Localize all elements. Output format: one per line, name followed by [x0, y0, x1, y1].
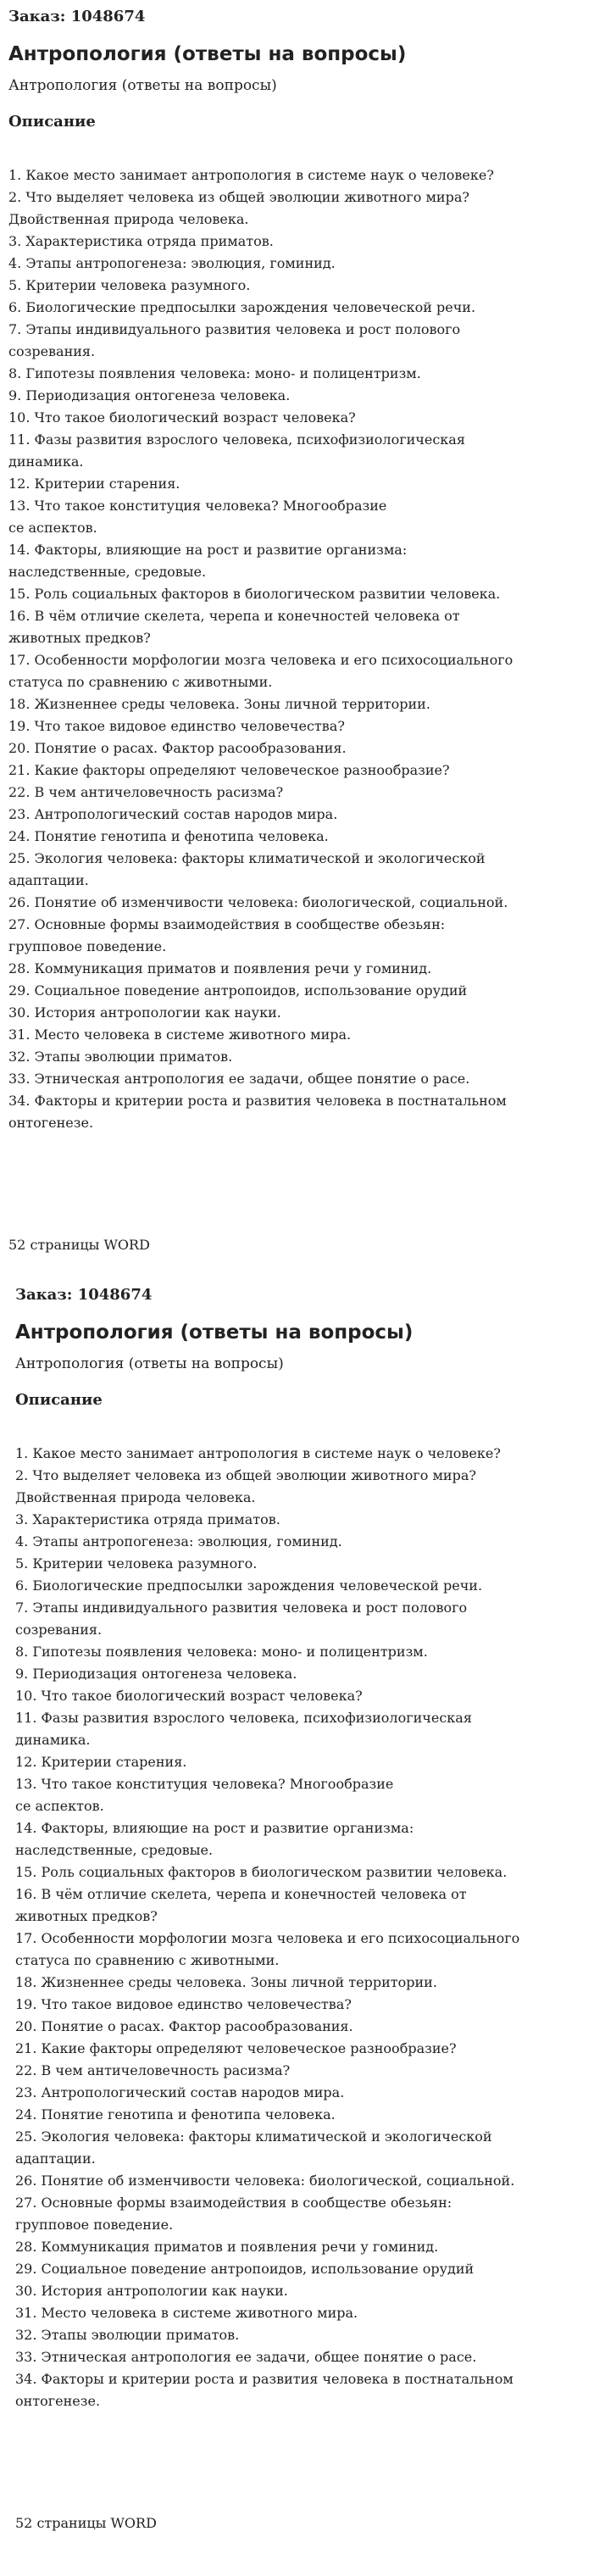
question-line: 1. Какое место занимает антропология в системе наук о человеке?	[8, 167, 494, 183]
question-line: 3. Характеристика отряда приматов.	[15, 1511, 280, 1527]
question-line: 7. Этапы индивидуального развития человека и рост полового	[8, 321, 461, 337]
question-line: 14. Факторы, влияющие на рост и развитие организма:	[15, 1820, 414, 1836]
question-line: 16. В чём отличие скелета, черепа и конечностей человека от	[15, 1886, 467, 1902]
question-line: 15. Роль социальных факторов в биологическом развитии человека.	[15, 1864, 508, 1880]
question-line: 32. Этапы эволюции приматов.	[15, 2327, 240, 2343]
question-line: 23. Антропологический состав народов мира.	[8, 806, 338, 822]
question-line: 23. Антропологический состав народов мира.	[15, 2084, 345, 2100]
question-line: 6. Биологические предпосылки зарождения человеческой речи.	[15, 1577, 483, 1594]
question-line: созревания.	[8, 343, 96, 359]
question-line: 5. Критерии человека разумного.	[15, 1555, 258, 1572]
question-line: се аспектов.	[8, 520, 97, 536]
question-line: 31. Место человека в системе животного мира.	[8, 1027, 352, 1043]
question-line: 13. Что такое конституция человека? Многообразие	[8, 498, 387, 514]
pages-info: 52 страницы WORD	[8, 1237, 150, 1253]
question-line: 29. Социальное поведение антропоидов, использование орудий	[8, 982, 468, 999]
question-line: 30. История антропологии как науки.	[15, 2283, 288, 2299]
order-subtitle: Антропология (ответы на вопросы)	[8, 77, 277, 94]
question-line: 24. Понятие генотипа и фенотипа человека.	[8, 828, 329, 844]
question-line: 14. Факторы, влияющие на рост и развитие организма:	[8, 542, 408, 558]
question-line: 34. Факторы и критерии роста и развития человека в постнатальном	[8, 1093, 507, 1109]
question-line: 29. Социальное поведение антропоидов, использование орудий	[15, 2261, 475, 2277]
question-line: 19. Что такое видовое единство человечества?	[8, 718, 345, 734]
question-line: Двойственная природа человека.	[15, 1489, 256, 1505]
question-line: 31. Место человека в системе животного мира.	[15, 2305, 358, 2321]
question-line: статуса по сравнению с животными.	[8, 674, 273, 690]
question-line: 34. Факторы и критерии роста и развития человека в постнатальном	[15, 2371, 514, 2387]
pages-info: 52 страницы WORD	[15, 2515, 157, 2531]
question-list	[15, 1443, 519, 2412]
question-line: онтогенезе.	[15, 2393, 101, 2409]
question-line: се аспектов.	[15, 1798, 104, 1814]
question-line: 28. Коммуникация приматов и появления речи у гоминид.	[8, 960, 432, 976]
question-line: 18. Жизненнее среды человека. Зоны личной территории.	[8, 696, 430, 712]
question-line: 12. Критерии старения.	[8, 476, 180, 492]
question-line: 13. Что такое конституция человека? Многообразие	[15, 1776, 394, 1792]
description-heading: Описание	[15, 1391, 103, 1409]
question-line: 2. Что выделяет человека из общей эволюции животного мира?	[8, 189, 469, 205]
question-line: 26. Понятие об изменчивости человека: биологической, социальной.	[8, 894, 508, 910]
question-line: 20. Понятие о расах. Фактор расообразования.	[8, 740, 347, 756]
question-line: групповое поведение.	[15, 2217, 174, 2233]
question-line: 3. Характеристика отряда приматов.	[8, 233, 274, 249]
question-line: 33. Этническая антропология ее задачи, общее понятие о расе.	[8, 1071, 470, 1087]
question-line: адаптации.	[15, 2150, 96, 2167]
question-line: 10. Что такое биологический возраст человека?	[8, 409, 356, 426]
question-line: 9. Периодизация онтогенеза человека.	[8, 387, 291, 403]
question-line: 8. Гипотезы появления человека: моно- и полицентризм.	[15, 1644, 428, 1660]
question-line: 15. Роль социальных факторов в биологическом развитии человека.	[8, 586, 501, 602]
question-line: созревания.	[15, 1622, 103, 1638]
question-line: 20. Понятие о расах. Фактор расообразования.	[15, 2018, 353, 2034]
question-line: 33. Этническая антропология ее задачи, общее понятие о расе.	[15, 2349, 477, 2365]
question-line: адаптации.	[8, 872, 89, 888]
question-line: 4. Этапы антропогенеза: эволюция, гоминид.	[15, 1533, 342, 1549]
question-line: 22. В чем античеловечность расизма?	[8, 784, 284, 800]
question-line: онтогенезе.	[8, 1115, 94, 1131]
question-line: 24. Понятие генотипа и фенотипа человека.	[15, 2106, 336, 2123]
order-title: Антропология (ответы на вопросы)	[15, 1321, 414, 1344]
question-line: 17. Особенности морфологии мозга человека и его психосоциального	[15, 1930, 520, 1946]
question-line: 7. Этапы индивидуального развития человека и рост полового	[15, 1600, 468, 1616]
description-heading: Описание	[8, 113, 96, 131]
question-line: 28. Коммуникация приматов и появления речи у гоминид.	[15, 2239, 439, 2255]
order-number: Заказ: 1048674	[8, 8, 146, 25]
question-line: статуса по сравнению с животными.	[15, 1952, 280, 1968]
question-line: 8. Гипотезы появления человека: моно- и полицентризм.	[8, 365, 421, 381]
question-line: 9. Периодизация онтогенеза человека.	[15, 1666, 297, 1682]
order-number: Заказ: 1048674	[15, 1286, 153, 1304]
question-line: 5. Критерии человека разумного.	[8, 277, 251, 293]
question-line: 26. Понятие об изменчивости человека: биологической, социальной.	[15, 2173, 515, 2189]
question-line: животных предков?	[8, 630, 151, 646]
question-line: наследственные, средовые.	[8, 564, 207, 580]
order-title: Антропология (ответы на вопросы)	[8, 43, 407, 65]
question-line: 30. История антропологии как науки.	[8, 1004, 281, 1021]
question-line: 27. Основные формы взаимодействия в сообществе обезьян:	[15, 2195, 452, 2211]
question-line: 12. Критерии старения.	[15, 1754, 187, 1770]
order-subtitle: Антропология (ответы на вопросы)	[15, 1355, 284, 1372]
question-line: 11. Фазы развития взрослого человека, психофизиологическая	[15, 1710, 472, 1726]
question-line: групповое поведение.	[8, 938, 167, 954]
question-line: 17. Особенности морфологии мозга человека и его психосоциального	[8, 652, 514, 668]
question-line: 19. Что такое видовое единство человечества?	[15, 1996, 352, 2012]
question-line: динамика.	[8, 453, 84, 470]
question-line: 1. Какое место занимает антропология в системе наук о человеке?	[15, 1445, 501, 1461]
question-line: 22. В чем античеловечность расизма?	[15, 2062, 291, 2078]
question-line: 21. Какие факторы определяют человеческое разнообразие?	[8, 762, 450, 778]
question-line: 27. Основные формы взаимодействия в сообществе обезьян:	[8, 916, 446, 932]
question-line: 11. Фазы развития взрослого человека, психофизиологическая	[8, 431, 465, 448]
question-line: наследственные, средовые.	[15, 1842, 214, 1858]
question-line: 4. Этапы антропогенеза: эволюция, гоминид.	[8, 255, 336, 271]
question-line: животных предков?	[15, 1908, 158, 1924]
question-line: 32. Этапы эволюции приматов.	[8, 1049, 233, 1065]
question-line: 6. Биологические предпосылки зарождения человеческой речи.	[8, 299, 476, 315]
question-line: 21. Какие факторы определяют человеческое разнообразие?	[15, 2040, 457, 2056]
question-line: 18. Жизненнее среды человека. Зоны личной территории.	[15, 1974, 437, 1990]
question-list	[8, 164, 513, 1134]
question-line: динамика.	[15, 1732, 91, 1748]
question-line: 25. Экология человека: факторы климатической и экологической	[8, 850, 486, 866]
question-line: 25. Экология человека: факторы климатической и экологической	[15, 2128, 492, 2145]
question-line: 10. Что такое биологический возраст человека?	[15, 1688, 363, 1704]
question-line: 2. Что выделяет человека из общей эволюции животного мира?	[15, 1467, 476, 1483]
question-line: 16. В чём отличие скелета, черепа и конечностей человека от	[8, 608, 460, 624]
question-line: Двойственная природа человека.	[8, 211, 249, 227]
